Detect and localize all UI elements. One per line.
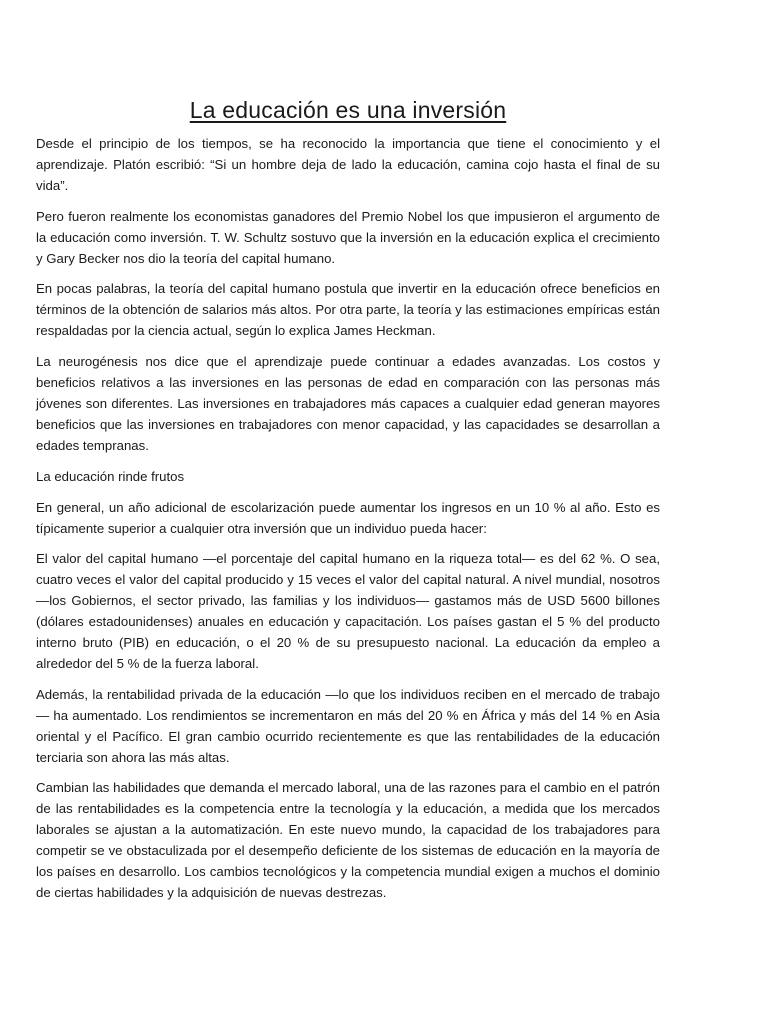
paragraph-schooling-returns: En general, un año adicional de escolarización puede aumentar los ingresos en un 10 % al año. Esto es típicamente superior a cualquier otra inversión que un individuo pueda hacer: xyxy=(36,499,660,536)
paragraph-nobel-economists: Pero fueron realmente los economistas ganadores del Premio Nobel los que impusieron el argumento de la educación como inversión. T. W. Schultz sostuvo que la inversión en la educación explica el crecimiento y Gary Becker nos dio la teoría del capital humano. xyxy=(36,208,660,266)
paragraph-private-returns: Además, la rentabilidad privada de la educación —lo que los individuos reciben en el mercado de trabajo— ha aumentado. Los rendimientos se incrementaron en más del 20 % en África y más del 14 % en Asia oriental y el Pacífico. El gran cambio ocurrido recientemente es que las rentabilidades de la educación terciaria son ahora las más altas. xyxy=(36,686,660,765)
document-title: La educación es una inversión xyxy=(189,97,507,123)
paragraph-skills-demand: Cambian las habilidades que demanda el mercado laboral, una de las razones para el cambio en el patrón de las rentabilidades es la competencia entre la tecnología y la educación, a medida que los mercados laborales se ajustan a la automatización. En este nuevo mundo, la capacidad de los trabajadores para competir se ve obstaculizada por el desempeño deficiente de los sistemas de educación en la mayoría de los países en desarrollo. Los cambios tecnológicos y la competencia mundial exigen a muchos el dominio de ciertas habilidades y la adquisición de nuevas destrezas. xyxy=(36,780,660,900)
paragraph-human-capital-theory: En pocas palabras, la teoría del capital humano postula que invertir en la educación ofrece beneficios en términos de la obtención de salarios más altos. Por otra parte, la teoría y las estimaciones empíricas están respaldadas por la ciencia actual, según lo explica James Heckman. xyxy=(36,281,660,339)
paragraph-intro: Desde el principio de los tiempos, se ha reconocido la importancia que tiene el conocimiento y el aprendizaje. Platón escribió: “Si un hombre deja de lado la educación, camina cojo hasta el final de su vida”. xyxy=(36,136,660,193)
paragraph-neurogenesis: La neurogénesis nos dice que el aprendizaje puede continuar a edades avanzadas. Los costos y beneficios relativos a las inversiones en las personas de edad en comparación con las personas más jóvenes son diferentes. Las inversiones en trabajadores más capaces a cualquier edad generan mayores beneficios que las inversiones en trabajadores con menor capacidad, y las capacidades se desarrollan a edades tempranas. xyxy=(36,354,660,453)
section-heading: La educación rinde frutos xyxy=(36,468,185,484)
paragraph-human-capital-value: El valor del capital humano —el porcentaje del capital humano en la riqueza total— es del 62 %. O sea, cuatro veces el valor del capital producido y 15 veces el valor del capital natural. A nivel mundial, nosotros —los Gobiernos, el sector privado, las familias y los individuos— gastamos más de USD 5600 billones (dólares estadounidenses) anuales en educación y capacitación. Los países gastan el 5 % del producto interno bruto (PIB) en educación, o el 20 % de su presupuesto nacional. La educación da empleo a alrededor del 5 % de la fuerza laboral. xyxy=(36,551,660,671)
document-body xyxy=(36,134,660,904)
document-page xyxy=(36,0,660,914)
